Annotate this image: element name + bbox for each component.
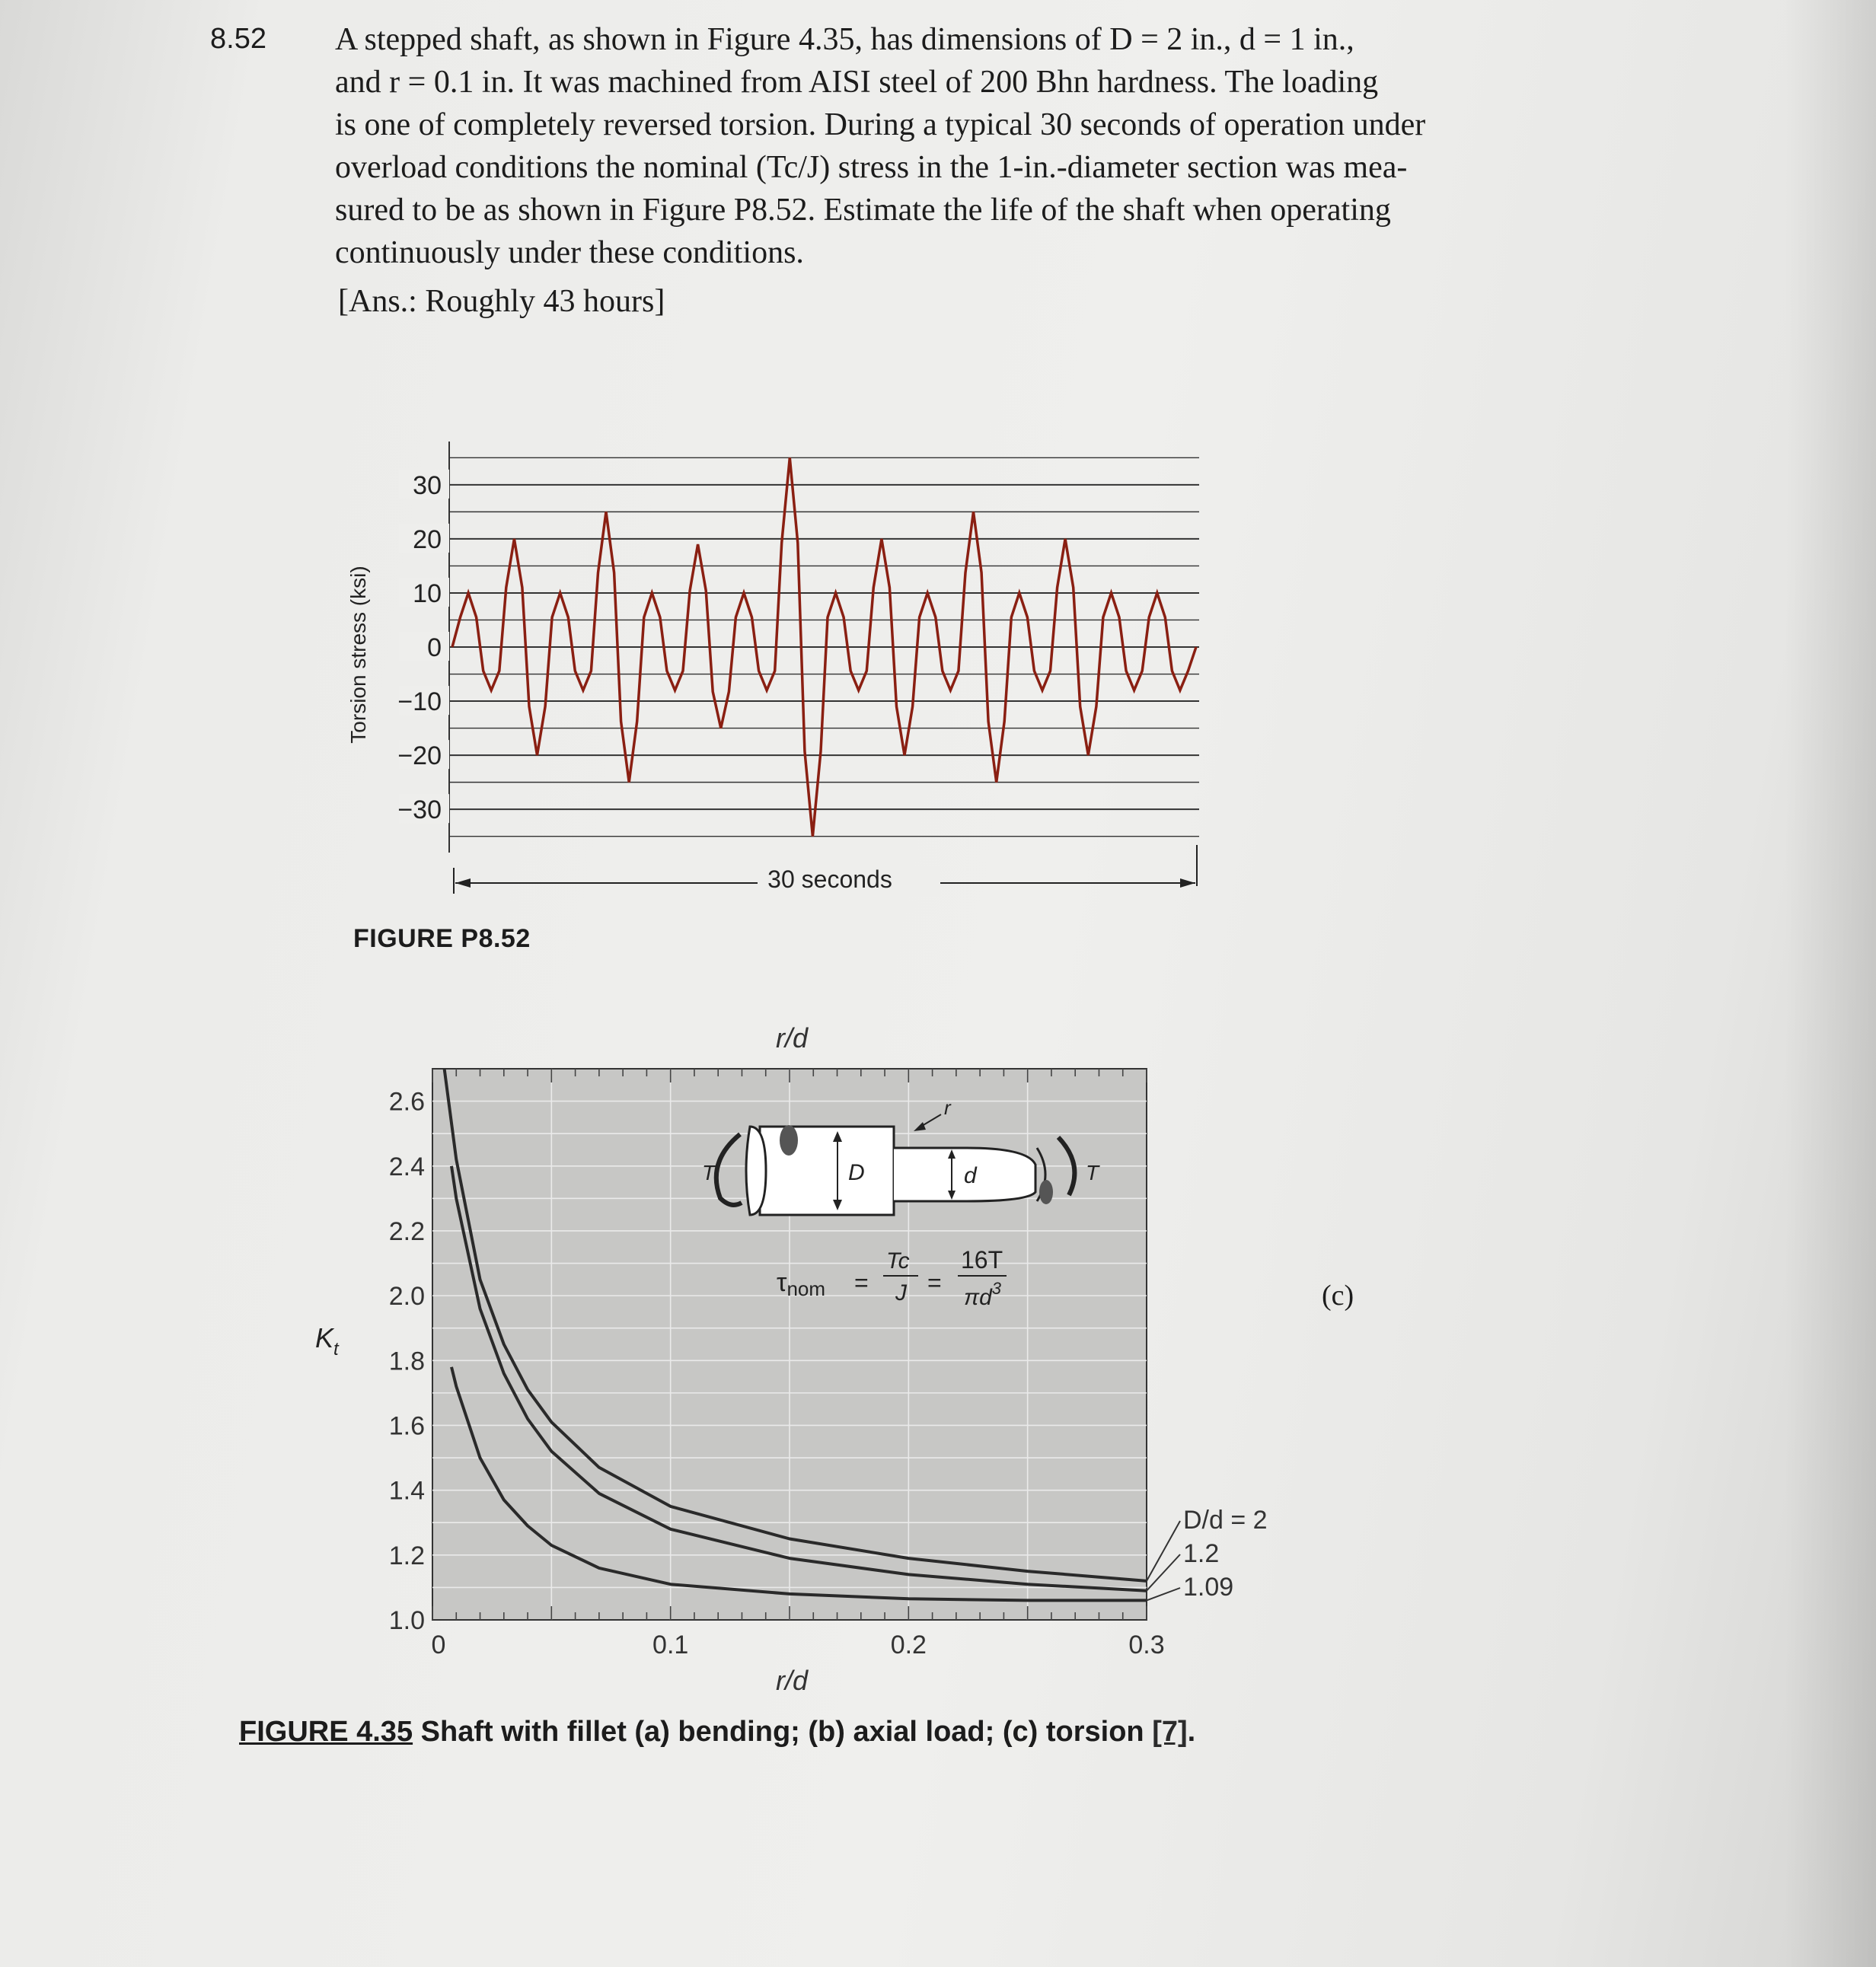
stress-ytick-bg xyxy=(399,632,449,661)
kt-xtick-labels xyxy=(432,1631,1165,1659)
formula-num-1: Tc xyxy=(886,1248,910,1274)
kt-curve-label: D/d = 2 xyxy=(1183,1506,1268,1535)
stress-x-axis-label: 30 seconds xyxy=(767,866,892,893)
formula-num-2: 16T xyxy=(961,1246,1003,1274)
kt-curve-label-leader xyxy=(1147,1588,1180,1600)
kt-xtick-label: 0.1 xyxy=(652,1631,689,1659)
figure-435-number: FIGURE 4.35 xyxy=(239,1716,413,1748)
figure-435-period: . xyxy=(1187,1716,1196,1748)
stress-ytick-label: −30 xyxy=(397,795,442,825)
kt-ytick-label: 1.2 xyxy=(388,1541,425,1570)
kt-curve-labels xyxy=(1147,1506,1268,1602)
kt-ytick-label: 2.0 xyxy=(388,1282,425,1312)
formula-den-2: $\pi d^3$ xyxy=(964,1279,1002,1310)
shaft-left-shading xyxy=(780,1125,798,1156)
problem-number: 8.52 xyxy=(210,23,266,55)
label-torque-left: T xyxy=(702,1161,716,1184)
panel-label-c: (c) xyxy=(1322,1280,1354,1312)
shaft-right-shading xyxy=(1039,1180,1053,1204)
label-D: D xyxy=(848,1160,865,1185)
formula-tau: τnom xyxy=(777,1268,826,1300)
kt-chart xyxy=(305,1012,1325,1698)
kt-ytick-label: 2.4 xyxy=(388,1152,425,1181)
kt-xtick-label: 0.3 xyxy=(1128,1631,1165,1659)
kt-ytick-label: 2.6 xyxy=(388,1087,425,1117)
kt-xtick-label: 0.2 xyxy=(890,1631,927,1659)
kt-xtick-label: 0 xyxy=(431,1631,446,1659)
formula-eq-1: = xyxy=(854,1269,869,1296)
kt-curve-label: 1.2 xyxy=(1183,1539,1220,1568)
reference-link[interactable]: [7] xyxy=(1152,1716,1188,1748)
label-torque-right: T xyxy=(1086,1161,1099,1184)
problem-line: overload conditions the nominal (Tc/J) stress in the 1-in.-diameter section was mea- xyxy=(335,150,1408,185)
kt-ytick-labels xyxy=(389,1088,425,1635)
problem-line: is one of completely reversed torsion. During a typical 30 seconds of operation under xyxy=(335,107,1426,142)
kt-ytick-label: 1.4 xyxy=(388,1476,425,1506)
stress-ytick-label: 30 xyxy=(413,470,442,500)
problem-line: sured to be as shown in Figure P8.52. Estimate the life of the shaft when operating xyxy=(335,193,1391,228)
problem-line: A stepped shaft, as shown in Figure 4.35, has dimensions of D = 2 in., d = 1 in., xyxy=(335,22,1354,57)
figure-p852-caption: FIGURE P8.52 xyxy=(353,924,531,953)
problem-statement xyxy=(335,18,1492,274)
stress-gridlines xyxy=(449,442,1199,853)
kt-ytick-label: 2.2 xyxy=(388,1216,425,1246)
kt-ytick-label: 1.8 xyxy=(388,1347,425,1376)
kt-ytick-label: 1.6 xyxy=(388,1411,425,1441)
stress-ytick-label: −10 xyxy=(397,687,442,717)
stress-ytick-label: 0 xyxy=(427,633,442,662)
stress-y-axis-label: Torsion stress (ksi) xyxy=(346,566,370,744)
formula-den-1: J xyxy=(895,1280,907,1305)
kt-y-axis-label: $K_t$ xyxy=(315,1322,339,1360)
label-d: d xyxy=(964,1163,977,1188)
stress-ytick-label: 20 xyxy=(413,524,442,554)
stress-ytick-label: 10 xyxy=(413,579,442,608)
page-shadow xyxy=(1785,0,1876,1967)
shaft-left-end xyxy=(746,1127,766,1215)
problem-line: continuously under these conditions. xyxy=(335,235,804,270)
stress-chart xyxy=(335,426,1233,913)
stress-ytick-label: −20 xyxy=(397,741,442,771)
problem-line: and r = 0.1 in. It was machined from AISI steel of 200 Bhn hardness. The loading xyxy=(335,65,1379,100)
kt-x-axis-label: r/d xyxy=(775,1665,809,1696)
kt-top-axis-label: r/d xyxy=(775,1022,809,1054)
kt-curve-label: 1.09 xyxy=(1183,1573,1234,1602)
label-r: r xyxy=(944,1096,951,1119)
figure-435-caption xyxy=(239,1716,1195,1749)
figure-435-text: Shaft with fillet (a) bending; (b) axial load; (c) torsion xyxy=(413,1716,1153,1748)
kt-ytick-label: 1.0 xyxy=(388,1606,425,1635)
formula-eq-2: = xyxy=(927,1269,942,1296)
answer-text: [Ans.: Roughly 43 hours] xyxy=(338,284,665,319)
stress-ytick-labels xyxy=(397,470,449,824)
